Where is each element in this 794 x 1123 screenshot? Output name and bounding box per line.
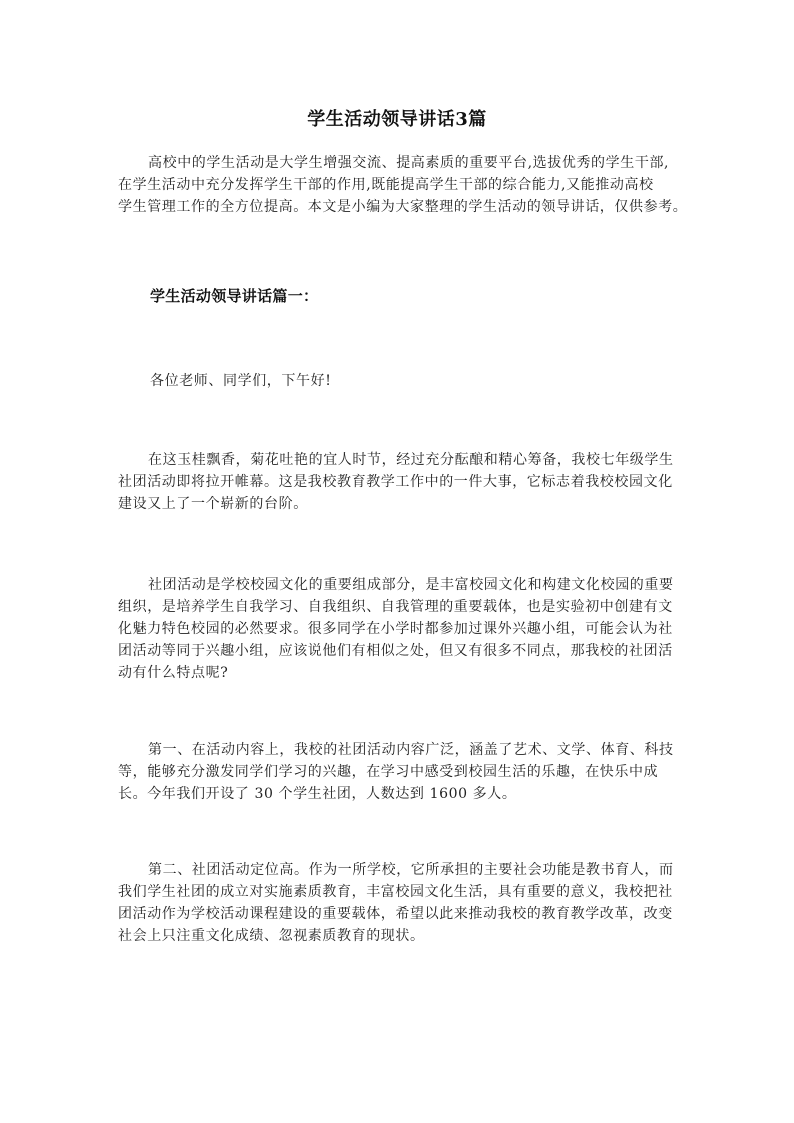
greeting: 各位老师、同学们，下午好! [150,373,332,389]
text-line: 第一、在活动内容上，我校的社团活动内容广泛，涵盖了艺术、文学、体育、科技 [148,742,674,758]
text-line: 学生管理工作的全方位提高。本文是小编为大家整理的学生活动的领导讲话，仅供参考。 [118,199,688,215]
text-line: 我们学生社团的成立对实施素质教育，丰富校园文化生活，具有重要的意义，我校把社 [118,884,673,900]
text-line: 在这玉桂飘香，菊花吐艳的宜人时节，经过充分酝酿和精心筹备，我校七年级学生 [148,452,674,468]
text-line: 社会上只注重文化成绩、忽视素质教育的现状。 [118,928,425,944]
text-line: 社团活动是学校校园文化的重要组成部分，是丰富校园文化和构建文化校园的重要 [148,577,674,593]
paragraph-3 [118,739,680,805]
text-line: 化魅力特色校园的必然要求。很多同学在小学时都参加过课外兴趣小组，可能会认为社 [118,621,673,637]
text-line: 团活动等同于兴趣小组，应该说他们有相似之处，但又有很多不同点，那我校的社团活 [118,643,673,659]
text-line: 团活动作为学校活动课程建设的重要载体，希望以此来推动我校的教育教学改革，改变 [118,906,673,922]
document-title: 学生活动领导讲话3篇 [307,109,487,130]
text-line: 建设又上了一个崭新的台阶。 [118,496,308,512]
paragraph-2 [118,574,680,684]
intro-paragraph [118,152,688,218]
text-line: 第二、社团活动定位高。作为一所学校，它所承担的主要社会功能是教书育人，而 [148,862,674,878]
paragraph-1 [118,449,680,515]
paragraph-4 [118,859,680,947]
text-line: 在学生活动中充分发挥学生干部的作用,既能提高学生干部的综合能力,又能推动高校 [118,177,654,193]
text-line: 动有什么特点呢? [118,665,229,681]
text-line: 高校中的学生活动是大学生增强交流、提高素质的重要平台,选拔优秀的学生干部, [148,155,670,171]
text-line: 组织，是培养学生自我学习、自我组织、自我管理的重要载体，也是实验初中创建有文 [118,599,673,615]
section-heading: 学生活动领导讲话篇一： [150,287,319,305]
text-line: 社团活动即将拉开帷幕。这是我校教育教学工作中的一件大事，它标志着我校校园文化 [118,474,673,490]
text-line: 等，能够充分激发同学们学习的兴趣，在学习中感受到校园生活的乐趣，在快乐中成 [118,764,659,780]
text-line: 长。今年我们开设了 30 个学生社团，人数达到 1600 多人。 [118,786,517,802]
